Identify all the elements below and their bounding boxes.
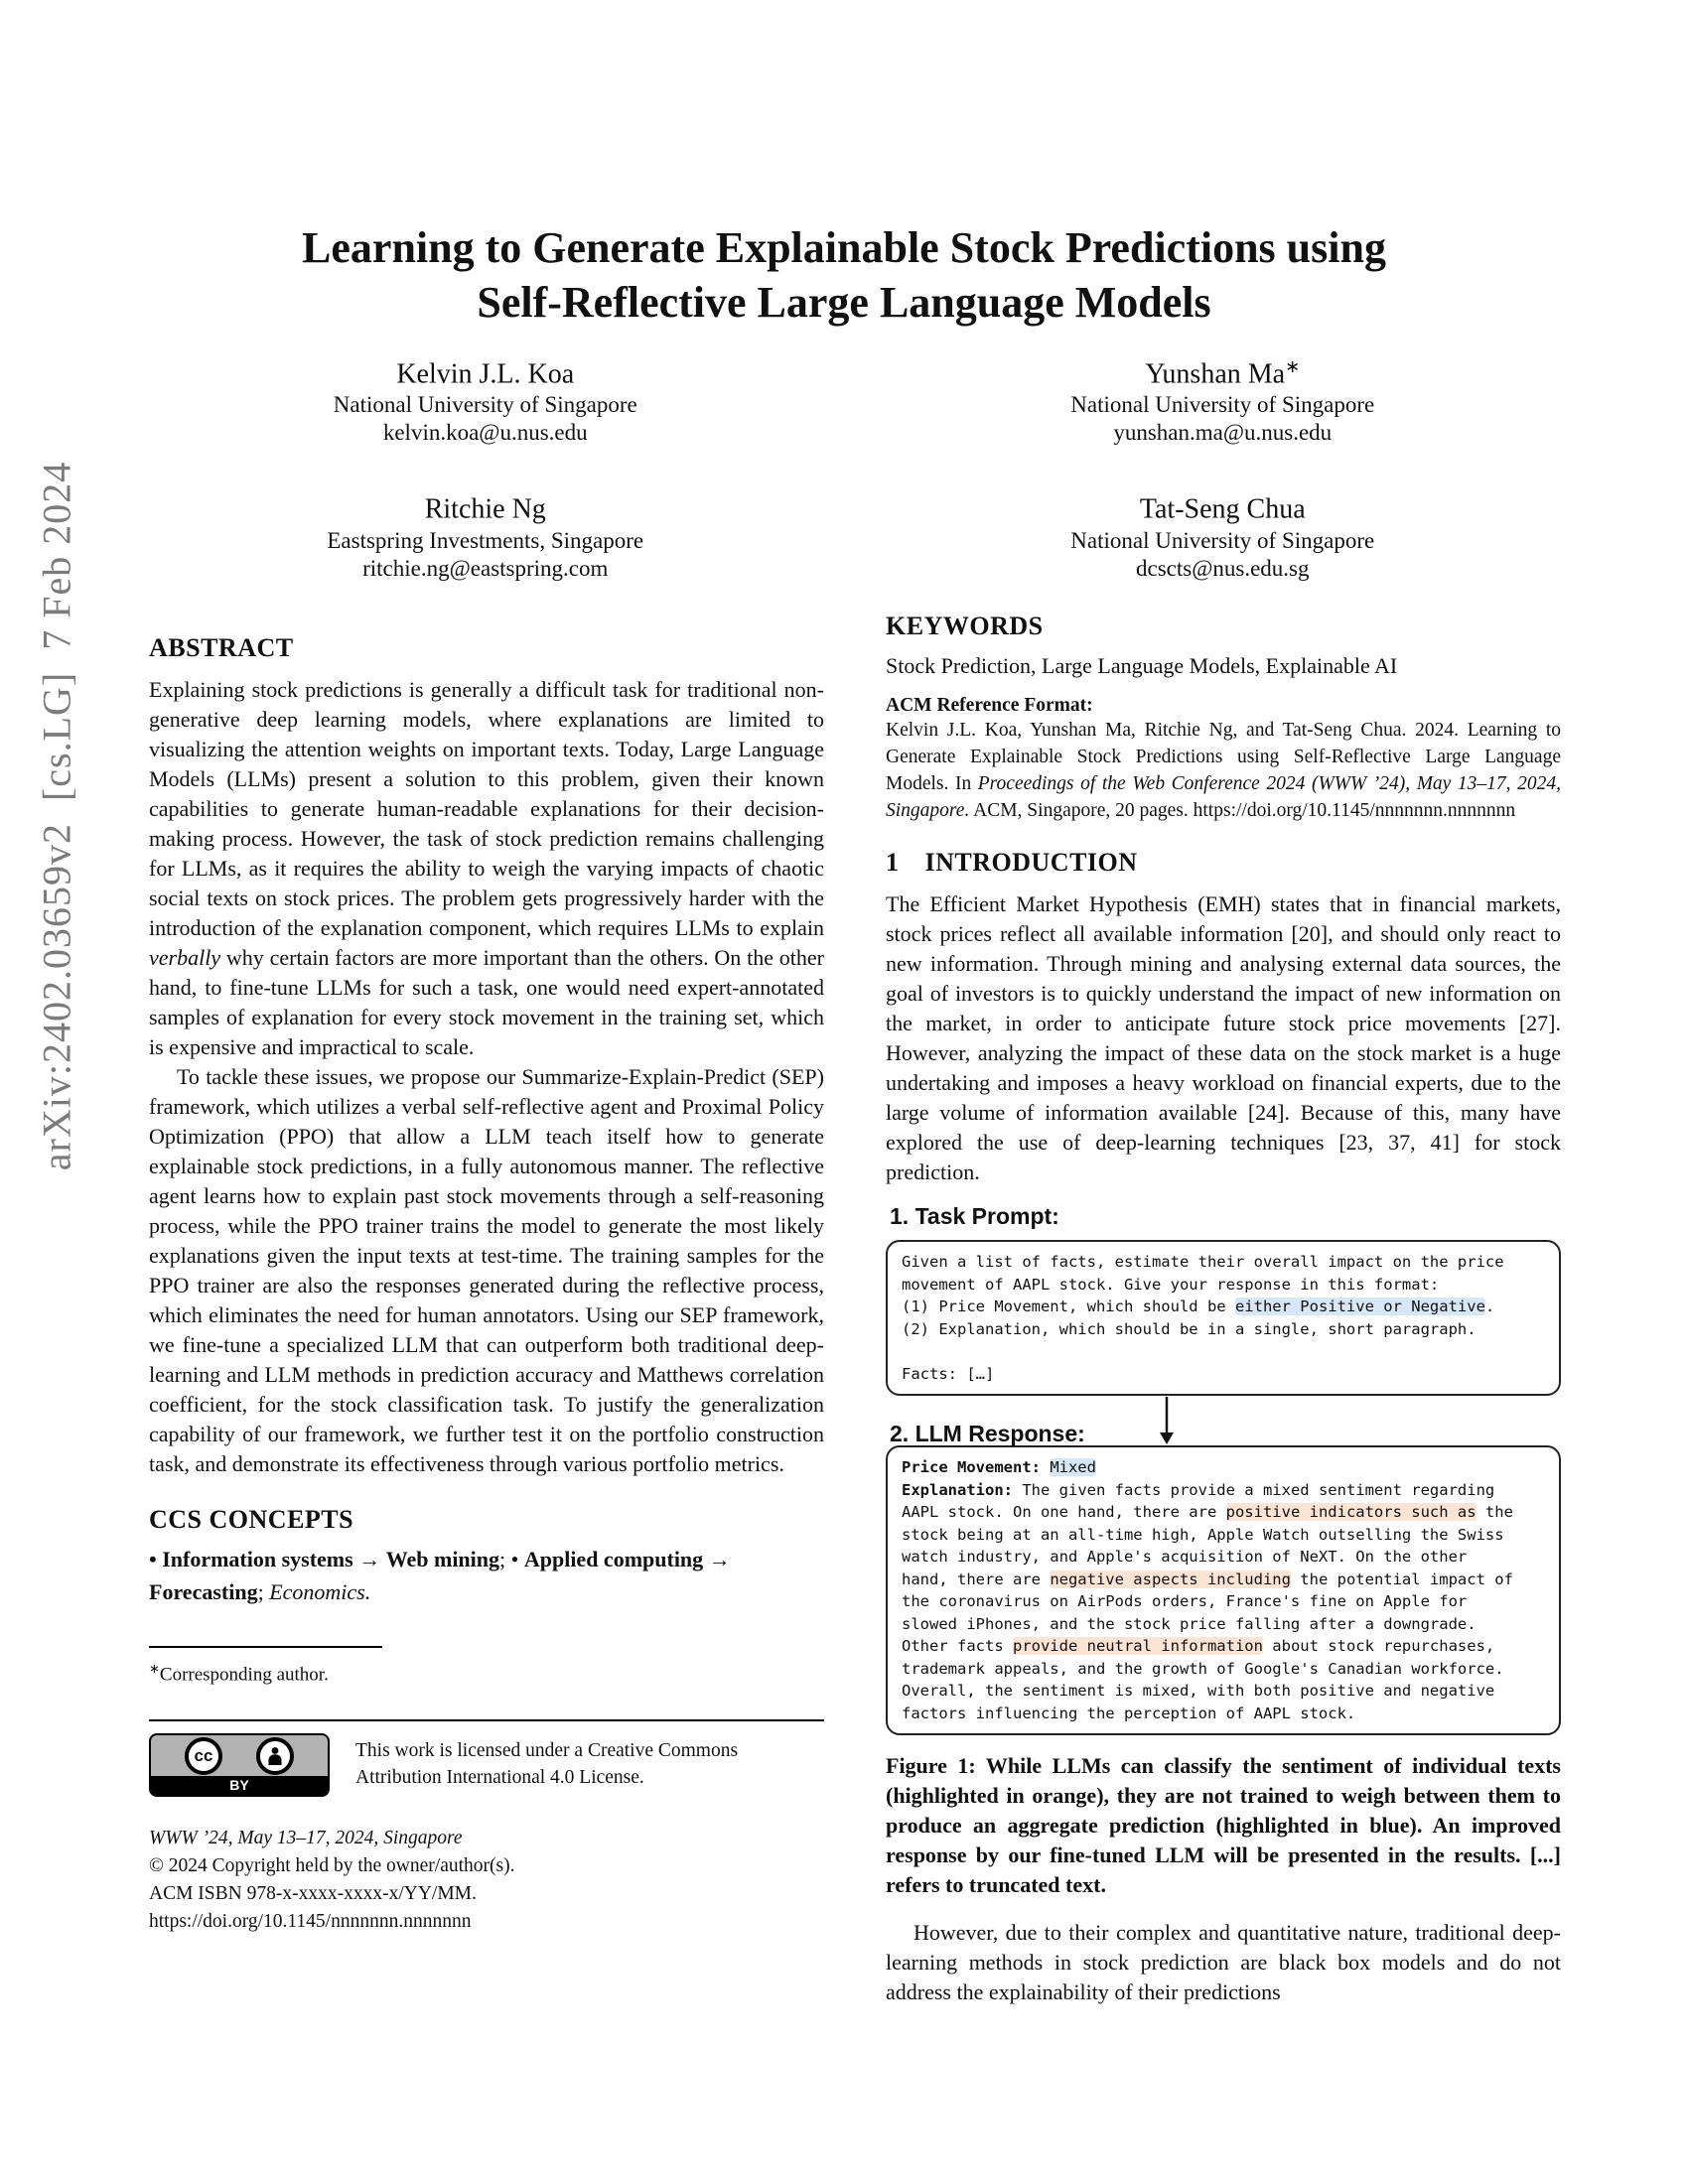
author-name-text: Kelvin J.L. Koa [396, 358, 575, 390]
right-column [886, 612, 1561, 2007]
footnote-text: Corresponding author. [159, 1664, 329, 1686]
text-segment: verbally [149, 945, 221, 970]
author-block-kelvin-koa [149, 349, 822, 447]
text-segment: Kelvin J.L. Koa, Yunshan Ma, Ritchie Ng, and Tat-Seng Chua. 2024. Learning to Generate Explainable Stock Predictions using Self-Reflective Large Language Models. In [886, 720, 1561, 794]
footnote-marker: ∗ [149, 1661, 160, 1676]
footnote-divider [149, 1646, 382, 1648]
author-name [887, 484, 1560, 526]
text-segment: Mixed [1050, 1458, 1096, 1476]
text-segment: ACM, Singapore, 20 pages. https://doi.org/10.1145/nnnnnnn.nnnnnnn [969, 800, 1516, 821]
abstract-heading: ABSTRACT [149, 633, 294, 662]
author-affiliation: Eastspring Investments, Singapore [327, 527, 644, 553]
section-number: 1 [886, 848, 900, 877]
code-line [902, 1296, 1545, 1318]
text-segment: positive indicators such as [1225, 1503, 1477, 1521]
conference-venue: WWW ’24, May 13–17, 2024, Singapore [149, 1828, 463, 1849]
license-divider [149, 1719, 824, 1721]
code-line [902, 1590, 1545, 1613]
code-line [902, 1274, 1545, 1297]
text-segment: (1) Price Movement, which should be [902, 1297, 1235, 1315]
publication-info [149, 1825, 824, 1936]
text-segment: ; [257, 1579, 270, 1604]
copyright-notice: © 2024 Copyright held by the owner/author(s). [149, 1855, 515, 1877]
text-segment: (2) Explanation, which should be in a single, short paragraph. [902, 1319, 1477, 1338]
text-segment: Explanation: [902, 1480, 1023, 1499]
text-segment: hand, there are [902, 1570, 1051, 1588]
code-line [902, 1658, 1545, 1681]
code-line [902, 1340, 1545, 1363]
text-segment: . [1484, 1297, 1495, 1315]
text-segment: about stock repurchases, [1262, 1637, 1495, 1655]
code-line [902, 1318, 1545, 1341]
text-segment: Forecasting [149, 1579, 258, 1604]
figure-connector [886, 1396, 1561, 1445]
code-line [902, 1635, 1545, 1658]
text-segment: Price Movement: [902, 1458, 1051, 1476]
text-segment: the potential impact of [1290, 1570, 1513, 1588]
abstract-paragraph-2: To tackle these issues, we propose our Summarize-Explain-Predict (SEP) framework, which utilizes a verbal self-reflective agent and Proximal Policy Optimization (PPO) that allow a LLM teach itself how to generate explainable stock predictions, in a fully autonomous manner. The reflective agent learns how to explain past stock movements through a self-reasoning process, while the PPO trainer trains the model to generate the most likely explanations given the input texts at test-time. The training samples for the PPO trainer are also the responses generated during the reflective process, which eliminates the need for human annotators. Using our SEP framework, we fine-tune a specialized LLM that can outperform both traditional deep-learning and LLM methods in prediction accuracy and Matthews correlation coefficient, for the stock classification task. To justify the generalization capability of our framework, we further test it on the portfolio construction task, and demonstrate its effectiveness through various portfolio metrics. [149, 1064, 824, 1476]
down-arrow-icon [1156, 1397, 1178, 1444]
isbn: ACM ISBN 978-x-xxxx-xxxx-x/YY/MM. [149, 1883, 477, 1905]
text-segment: Economics. [269, 1579, 371, 1604]
text-segment: Facts: […] [902, 1364, 995, 1383]
license-text: This work is licensed under a Creative Commons Attribution International 4.0 License. [355, 1740, 739, 1789]
abstract-paragraph-1 [149, 675, 824, 1062]
author-affiliation: National University of Singapore [333, 392, 637, 418]
ccs-concepts-line [149, 1543, 824, 1608]
code-line [902, 1251, 1545, 1274]
llm-response-label: 2. LLM Response: [890, 1421, 1085, 1446]
text-segment: slowed iPhones, and the stock price falling after a downgrade. [902, 1614, 1477, 1633]
closing-paragraph: However, due to their complex and quantitative nature, traditional deep-learning methods in stock prediction are black box models and do not address the explainability of their predictions [886, 1920, 1561, 2004]
introduction-paragraph: The Efficient Market Hypothesis (EMH) states that in financial markets, stock prices reflect all available information [20], and should only react to new information. Through mining and analysing external data sources, the goal of investors is to quickly understand the impact of new information on the market, in order to anticipate future stock price movements [27]. However, analyzing the impact of these data on the stock market is a huge undertaking and imposes a heavy workload on financial experts, due to the large volume of information available [24]. Because of this, many have explored the use of deep-learning techniques [23, 37, 41] for stock prediction. [886, 891, 1561, 1184]
code-line [902, 1569, 1545, 1591]
code-line [902, 1613, 1545, 1636]
code-line [902, 1501, 1545, 1524]
author-affiliation: National University of Singapore [1070, 527, 1375, 553]
title-line-2: Self-Reflective Large Language Models [477, 278, 1211, 327]
title-line-1: Learning to Generate Explainable Stock Predictions using [302, 223, 1386, 272]
cc-by-license-badge [149, 1733, 330, 1797]
text-segment: Applied computing [523, 1547, 704, 1571]
corresponding-author-footnote [149, 1656, 824, 1688]
author-block-ritchie-ng [149, 484, 822, 582]
code-line [902, 1680, 1545, 1703]
code-line [902, 1524, 1545, 1547]
text-segment: stock being at an all-time high, Apple Watch outselling the Swiss [902, 1525, 1504, 1544]
person-icon [263, 1744, 287, 1768]
text-segment: → [703, 1547, 731, 1571]
acm-reference-text [886, 717, 1561, 824]
text-segment: Proceedings of the Web Conference 2024 (WWW ’24), May 13–17, 2024, Singapore. [886, 773, 1561, 821]
author-email: yunshan.ma@u.nus.edu [1113, 420, 1333, 446]
code-line [902, 1456, 1545, 1479]
text-segment: why certain factors are more important than the others. On the other hand, to fine-tune LLMs for such a task, one would need expert-annotated samples of explanation for every stock movement in the training set, which is expensive and impractical to scale. [149, 945, 824, 1059]
author-name [887, 349, 1560, 391]
text-segment: Information systems [162, 1547, 353, 1571]
author-email: ritchie.ng@eastspring.com [362, 555, 609, 581]
text-segment: trademark appeals, and the growth of Google's Canadian workforce. [902, 1659, 1504, 1678]
author-name [149, 484, 822, 526]
cc-by-label: BY [151, 1776, 328, 1795]
task-prompt-box [886, 1240, 1561, 1396]
text-segment: provide neutral information [1012, 1637, 1263, 1655]
text-segment: factors influencing the perception of AAPL stock. [902, 1704, 1356, 1722]
text-segment: The given facts provide a mixed sentiment regarding [1022, 1480, 1495, 1499]
doi-link[interactable]: https://doi.org/10.1145/nnnnnnn.nnnnnnn [149, 1911, 472, 1933]
author-name-text: Yunshan Ma [1145, 358, 1286, 390]
text-segment: • [149, 1547, 163, 1571]
introduction-heading [886, 848, 1561, 878]
text-segment: AAPL stock. On one hand, there are [902, 1503, 1226, 1521]
text-segment: Other facts [902, 1637, 1013, 1655]
text-segment: movement of AAPL stock. Give your response in this format: [902, 1275, 1440, 1294]
acm-reference-label: ACM Reference Format: [886, 695, 1093, 716]
figure-1-caption: Figure 1: While LLMs can classify the sentiment of individual texts (highlighted in orange), they are not trained to weigh between them to produce an aggregate prediction (highlighted in blue). An improved response by our fine-tuned LLM will be presented in the results. [...] refers to truncated text. [886, 1753, 1561, 1897]
code-line [902, 1479, 1545, 1502]
text-segment: the [1476, 1503, 1513, 1521]
author-block-tat-seng-chua [887, 484, 1560, 582]
author-grid [149, 349, 1559, 583]
cc-badge-icons [151, 1735, 328, 1776]
text-segment: → [352, 1547, 386, 1571]
keywords-heading: KEYWORDS [886, 612, 1044, 640]
paper-title [0, 220, 1688, 330]
author-name [149, 349, 822, 391]
keywords-text: Stock Prediction, Large Language Models, Explainable AI [886, 653, 1398, 678]
creative-commons-icon: cc [185, 1737, 222, 1775]
author-block-yunshan-ma [887, 349, 1560, 447]
text-segment: ; • [499, 1547, 524, 1571]
code-line [902, 1546, 1545, 1569]
license-block [149, 1733, 824, 1797]
text-segment: Overall, the sentiment is mixed, with both positive and negative [902, 1682, 1495, 1700]
author-affiliation: National University of Singapore [1070, 392, 1375, 418]
llm-response-box [886, 1445, 1561, 1735]
left-column [149, 633, 824, 1936]
text-segment: Given a list of facts, estimate their overall impact on the price [902, 1253, 1504, 1271]
attribution-person-icon [256, 1737, 294, 1775]
code-line [902, 1703, 1545, 1725]
task-prompt-label: 1. Task Prompt: [890, 1203, 1059, 1229]
author-email: kelvin.koa@u.nus.edu [382, 420, 588, 446]
author-name-text: Tat-Seng Chua [1139, 493, 1306, 525]
text-segment: Explaining stock predictions is generally a difficult task for traditional non-generative deep learning models, where explanations are limited to visualizing the attention weights on important texts. Today, Large Language Models (LLMs) present a solution to this problem, given their known capabilities to generate human-readable explanations for their decision-making process. However, the task of stock prediction remains challenging for LLMs, as it requires the ability to weigh the varying impacts of chaotic social texts on stock prices. The problem gets progressively harder with the introduction of the explanation component, which requires LLMs to explain [149, 677, 824, 940]
section-title: INTRODUCTION [924, 848, 1138, 877]
code-line [902, 1363, 1545, 1386]
author-email: dcscts@nus.edu.sg [1136, 555, 1310, 581]
text-segment: either Positive or Negative [1234, 1297, 1485, 1315]
arxiv-watermark: arXiv:2402.03659v2 [cs.LG] 7 Feb 2024 [34, 461, 79, 1171]
author-name-text: Ritchie Ng [424, 493, 546, 525]
text-segment: negative aspects including [1050, 1570, 1291, 1588]
text-segment: Web mining [385, 1547, 500, 1571]
ccs-heading: CCS CONCEPTS [149, 1505, 354, 1534]
text-segment: the coronavirus on AirPods orders, France's fine on Apple for [902, 1592, 1468, 1610]
text-segment: watch industry, and Apple's acquisition of NeXT. On the other [902, 1548, 1468, 1566]
author-name-sup: ∗ [1285, 356, 1301, 376]
